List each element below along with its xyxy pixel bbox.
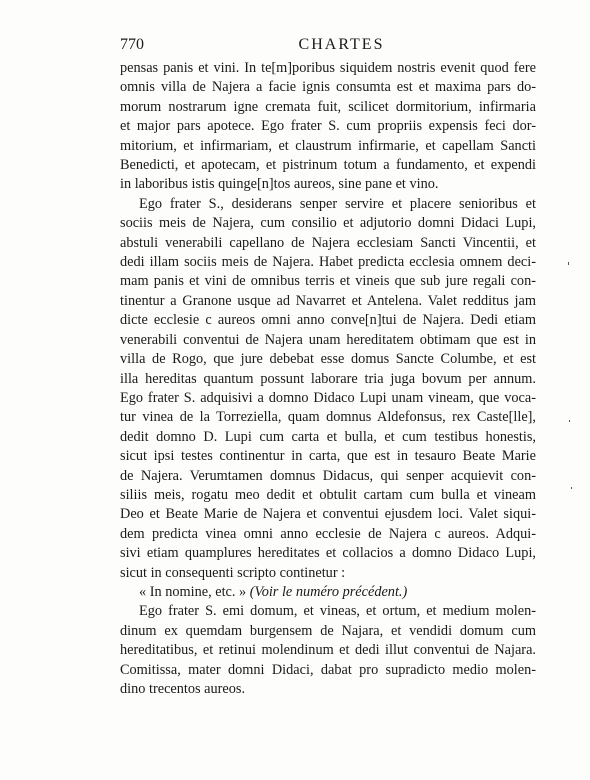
paragraph — [120, 195, 536, 583]
text-line: sociis meis de Najera, cum consilio et adjutorio domni Didaci Lupi, — [120, 215, 536, 232]
scan-speck — [568, 262, 569, 265]
paragraph — [120, 583, 536, 602]
text-line: morum nostrarum igne cremata fuit, scilicet dormitorium, infirmaria — [120, 98, 536, 115]
text-line: siliis meis, rogatu meo dedit et obtulit cartam cum bulla et vineam — [120, 486, 536, 503]
text-line: de Najera. Verumtamen domnus Didacus, qui senper acquievit con- — [120, 467, 536, 484]
text-line: mitorium, et infirmariam, et claustrum infirmarie, et capellam Sancti — [120, 137, 536, 154]
text-line: tur vinea de la Torreziella, quam domnus Aldefonsus, rex Caste[lle], — [120, 409, 536, 426]
text-line: mam panis et vini de omnibus terris et vineis que sub jure regali con- — [120, 273, 536, 290]
scan-speck — [571, 487, 572, 489]
text-line: dedit domno D. Lupi cum carta et bulla, et cum testibus honestis, — [120, 428, 536, 445]
text-line: dedi illam sociis meis de Najera. Habet predicta ecclesia omnem deci- — [120, 254, 536, 271]
text-line: Benedicti, et apotecam, et pistrinum totum a fundamento, et expendi — [120, 157, 536, 174]
text-line: Deo et Beate Marie de Najera et conventui ejusdem loci. Valet siqui- — [120, 506, 536, 523]
citation-line — [120, 583, 536, 602]
text-line: Ego frater S. adquisivi a domno Didaco Lupi unam vineam, que voca- — [120, 389, 536, 406]
text-line: et major pars apotece. Ego frater S. cum propriis expensis feci dor- — [120, 118, 536, 135]
page-number: 770 — [120, 36, 144, 53]
text-line: sicut in consequenti scripto continetur : — [120, 564, 346, 581]
text-line: villa de Rogo, que jure debebat esse domus Sancte Columbe, et est — [120, 351, 536, 368]
text-line: in laboribus istis quinge[n]tos aureos, sine pane et vino. — [120, 176, 439, 193]
text-line: omnis villa de Najera a facie ignis consumta est et maxima pars do- — [120, 79, 536, 96]
text-line: dinum ex quemdam burgensem de Najara, et vendidi domum cum — [120, 622, 536, 639]
paragraph — [120, 602, 536, 699]
text-line: venerabili conventui de Najera unam hereditatem obtimam que est in — [120, 331, 536, 348]
body-text — [120, 59, 536, 699]
text-line: dicte ecclesie c aureos omni anno conve[n]tui de Najera. Dedi etiam — [120, 312, 536, 329]
text-line: Ego frater S. emi domum, et vineas, et ortum, et medium molen- — [139, 603, 536, 620]
text-line: dino trecentos aureos. — [120, 681, 246, 697]
citation-text: « In nomine, etc. » — [139, 583, 250, 600]
citation-note: (Voir le numéro précédent.) — [249, 583, 408, 600]
running-title: CHARTES — [298, 36, 385, 53]
paragraph — [120, 59, 536, 195]
page-header — [120, 36, 535, 58]
text-line: Ego frater S., desiderans senper servire et placere senioribus et — [139, 195, 536, 212]
text-line: sicut ipsi testes continentur in carta, que est in tesauro Beate Marie — [120, 448, 536, 465]
text-line: illa hereditas quantum possunt laborare tria juga bovum per annum. — [120, 370, 536, 387]
text-line: sivi etiam quamplures hereditates et collacios a domno Didaco Lupi, — [120, 545, 536, 562]
text-line: dem predicta vinea omni anno ecclesie de Najera c aureos. Adqui- — [120, 525, 536, 542]
text-line: Comitissa, mater domni Didaci, dabat pro supradicto medio molen- — [120, 661, 536, 678]
text-line: abstuli venerabili capellano de Najera ecclesiam Sancti Vincentii, et — [120, 234, 536, 251]
text-line: tinentur a Granone usque ad Navarret et Antelena. Valet redditus jam — [120, 292, 536, 309]
text-line: pensas panis et vini. In te[m]poribus siquidem nostris evenit quod fere — [120, 60, 536, 76]
scan-speck — [569, 420, 570, 422]
text-line: hereditatibus, et retinui molendinum et dedi illut conventui de Najara. — [120, 642, 536, 659]
